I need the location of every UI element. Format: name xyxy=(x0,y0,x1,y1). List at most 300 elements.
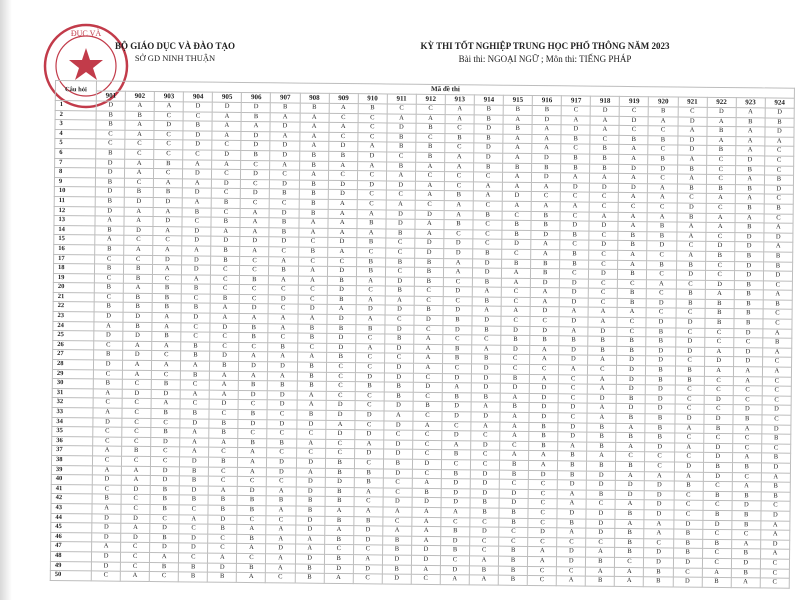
answer-cell: A xyxy=(618,222,647,232)
answer-cell: B xyxy=(559,336,588,346)
answer-cell: A xyxy=(357,228,386,238)
answer-cell: A xyxy=(268,371,297,381)
answer-cell: B xyxy=(95,197,124,207)
answer-cell: A xyxy=(328,199,357,209)
answer-cell: B xyxy=(560,250,589,260)
answer-cell: D xyxy=(472,316,501,326)
answer-cell: A xyxy=(705,290,734,300)
answer-cell: C xyxy=(528,537,557,547)
answer-cell: C xyxy=(181,322,210,332)
answer-cell: D xyxy=(703,472,732,482)
answer-cell: B xyxy=(357,219,386,229)
answer-cell: A xyxy=(618,260,647,270)
answer-cell: D xyxy=(153,197,182,207)
answer-cell: C xyxy=(94,293,123,303)
answer-cell: A xyxy=(443,268,472,278)
answer-cell: D xyxy=(617,385,646,395)
answer-cell: C xyxy=(617,317,646,327)
answer-cell: C xyxy=(560,240,589,250)
answer-cell: B xyxy=(295,573,324,583)
answer-cell: B xyxy=(325,468,354,478)
answer-cell: B xyxy=(299,161,328,171)
answer-cell: D xyxy=(385,325,414,335)
answer-cell: C xyxy=(732,472,761,482)
answer-cell: D xyxy=(179,534,208,544)
answer-cell: D xyxy=(150,476,179,486)
answer-cell: B xyxy=(123,274,152,284)
exam-code-header: 910 xyxy=(358,94,387,104)
answer-cell: D xyxy=(211,236,240,246)
question-number: 41 xyxy=(51,484,92,494)
answer-cell: A xyxy=(707,117,736,127)
answer-cell: B xyxy=(150,495,179,505)
answer-cell: C xyxy=(327,257,356,267)
answer-cell: B xyxy=(706,146,735,156)
answer-cell: A xyxy=(736,136,765,146)
answer-cell: D xyxy=(355,411,384,421)
answer-cell: A xyxy=(531,249,560,259)
answer-cell: A xyxy=(125,101,154,111)
answer-cell: A xyxy=(93,446,122,456)
answer-cell: B xyxy=(237,563,266,573)
answer-cell: B xyxy=(646,327,675,337)
answer-cell: A xyxy=(297,352,326,362)
answer-cell: C xyxy=(647,289,676,299)
answer-cell: B xyxy=(151,380,180,390)
answer-cell: C xyxy=(645,452,674,462)
answer-cell: B xyxy=(673,529,702,539)
answer-cell: B xyxy=(736,117,765,127)
answer-cell: C xyxy=(619,202,648,212)
answer-cell: D xyxy=(208,515,237,525)
answer-cell: C xyxy=(415,200,444,210)
answer-cell: D xyxy=(762,425,791,435)
answer-cell: A xyxy=(298,276,327,286)
answer-cell: B xyxy=(441,469,470,479)
answer-cell: C xyxy=(704,328,733,338)
answer-cell: C xyxy=(241,160,270,170)
answer-cell: B xyxy=(588,336,617,346)
answer-cell: B xyxy=(297,381,326,391)
answer-cell: C xyxy=(150,514,179,524)
answer-cell: A xyxy=(761,530,790,540)
answer-cell: A xyxy=(415,229,444,239)
answer-cell: C xyxy=(674,452,703,462)
answer-cell: C xyxy=(212,141,241,151)
answer-cell: A xyxy=(762,367,791,377)
answer-cell: B xyxy=(299,151,328,161)
answer-cell: D xyxy=(95,187,124,197)
answer-cell: A xyxy=(299,170,328,180)
answer-cell: A xyxy=(325,506,354,516)
answer-cell: D xyxy=(296,458,325,468)
answer-cell: A xyxy=(209,438,238,448)
answer-cell: D xyxy=(121,485,150,495)
answer-cell: B xyxy=(442,354,471,364)
answer-cell: C xyxy=(559,374,588,384)
answer-cell: D xyxy=(530,326,559,336)
answer-cell: C xyxy=(358,113,387,123)
answer-cell: D xyxy=(240,237,269,247)
answer-cell: B xyxy=(416,143,445,153)
answer-cell: A xyxy=(559,307,588,317)
answer-cell: D xyxy=(586,528,615,538)
answer-cell: D xyxy=(444,239,473,249)
answer-cell: A xyxy=(704,366,733,376)
answer-cell: A xyxy=(296,439,325,449)
answer-cell: B xyxy=(297,324,326,334)
answer-cell: B xyxy=(647,260,676,270)
answer-cell: C xyxy=(326,382,355,392)
answer-cell: C xyxy=(210,342,239,352)
answer-cell: C xyxy=(528,508,557,518)
answer-cell: B xyxy=(385,334,414,344)
answer-cell: B xyxy=(471,393,500,403)
question-number: 43 xyxy=(51,503,92,513)
answer-cell: A xyxy=(269,275,298,285)
answer-cell: A xyxy=(413,363,442,373)
answer-cell: C xyxy=(617,327,646,337)
answer-cell: D xyxy=(121,514,150,524)
answer-cell: A xyxy=(706,222,735,232)
answer-cell: D xyxy=(765,127,794,137)
answer-cell: D xyxy=(415,239,444,249)
answer-cell: B xyxy=(734,299,763,309)
answer-cell: B xyxy=(472,297,501,307)
answer-cell: C xyxy=(473,172,502,182)
answer-cell: C xyxy=(355,420,384,430)
answer-cell: C xyxy=(212,188,241,198)
answer-cell: D xyxy=(502,192,531,202)
answer-cell: C xyxy=(269,285,298,295)
answer-cell: C xyxy=(125,140,154,150)
answer-cell: D xyxy=(645,442,674,452)
question-number: 40 xyxy=(51,475,92,485)
answer-cell: A xyxy=(440,575,469,585)
answer-cell: A xyxy=(95,216,124,226)
answer-cell: C xyxy=(154,140,183,150)
answer-cell: B xyxy=(676,299,705,309)
answer-cell: C xyxy=(122,456,151,466)
question-number: 16 xyxy=(54,244,95,254)
exam-code-header: 909 xyxy=(329,93,358,103)
answer-cell: B xyxy=(560,259,589,269)
answer-cell: C xyxy=(183,150,212,160)
answer-cell: A xyxy=(125,120,154,130)
answer-cell: B xyxy=(387,133,416,143)
answer-cell: D xyxy=(385,277,414,287)
answer-cell: D xyxy=(702,520,731,530)
answer-cell: B xyxy=(733,415,762,425)
answer-cell: A xyxy=(444,162,473,172)
answer-cell: B xyxy=(529,432,558,442)
answer-cell: B xyxy=(125,111,154,121)
answer-cell: C xyxy=(121,495,150,505)
answer-cell: A xyxy=(270,160,299,170)
answer-cell: B xyxy=(151,428,180,438)
answer-cell: C xyxy=(589,288,618,298)
answer-cell: A xyxy=(238,457,267,467)
answer-cell: B xyxy=(124,188,153,198)
answer-cell: A xyxy=(298,228,327,238)
answer-cell: C xyxy=(354,459,383,469)
answer-cell: B xyxy=(472,354,501,364)
answer-cell: C xyxy=(528,489,557,499)
answer-cell: A xyxy=(327,228,356,238)
answer-cell: D xyxy=(560,278,589,288)
answer-cell: D xyxy=(383,497,412,507)
answer-cell: D xyxy=(471,364,500,374)
answer-cell: C xyxy=(760,568,789,578)
answer-cell: D xyxy=(326,401,355,411)
answer-cell: B xyxy=(673,548,702,558)
answer-cell: C xyxy=(298,285,327,295)
answer-cell: D xyxy=(386,181,415,191)
answer-cell: A xyxy=(268,314,297,324)
answer-cell: D xyxy=(94,312,123,322)
answer-cell: A xyxy=(125,159,154,169)
answer-cell: B xyxy=(181,342,210,352)
exam-code-header: 907 xyxy=(271,93,300,103)
answer-cell: A xyxy=(238,448,267,458)
answer-cell: B xyxy=(94,264,123,274)
answer-cell: B xyxy=(208,505,237,515)
answer-cell: D xyxy=(472,268,501,278)
answer-cell: A xyxy=(239,314,268,324)
answer-cell: D xyxy=(242,102,271,112)
answer-cell: D xyxy=(731,559,760,569)
answer-cell: A xyxy=(735,213,764,223)
answer-cell: D xyxy=(646,385,675,395)
answer-cell: A xyxy=(356,315,385,325)
answer-cell: B xyxy=(472,278,501,288)
answer-cell: D xyxy=(268,362,297,372)
answer-cell: D xyxy=(212,102,241,112)
answer-cell: A xyxy=(615,567,644,577)
answer-cell: A xyxy=(588,375,617,385)
answer-cell: B xyxy=(93,379,122,389)
answer-cell: A xyxy=(529,460,558,470)
answer-cell: D xyxy=(589,269,618,279)
answer-cell: C xyxy=(413,392,442,402)
answer-key-table xyxy=(50,80,795,588)
answer-cell: D xyxy=(677,145,706,155)
answer-cell: C xyxy=(211,265,240,275)
question-number: 44 xyxy=(51,513,92,523)
answer-cell: D xyxy=(209,400,238,410)
answer-cell: D xyxy=(761,463,790,473)
answer-cell: D xyxy=(678,117,707,127)
answer-cell: D xyxy=(296,487,325,497)
answer-cell: D xyxy=(471,441,500,451)
answer-cell: B xyxy=(151,409,180,419)
answer-cell: A xyxy=(300,113,329,123)
answer-cell: D xyxy=(327,286,356,296)
answer-cell: A xyxy=(556,576,585,586)
question-number: 13 xyxy=(54,216,95,226)
answer-cell: D xyxy=(644,510,673,520)
answer-cell: B xyxy=(470,498,499,508)
answer-cell: A xyxy=(181,361,210,371)
answer-cell: C xyxy=(325,439,354,449)
answer-cell: C xyxy=(266,515,295,525)
answer-cell: B xyxy=(761,453,790,463)
answer-cell: A xyxy=(270,132,299,142)
answer-cell: B xyxy=(96,149,125,159)
answer-cell: C xyxy=(416,104,445,114)
answer-cell: B xyxy=(325,458,354,468)
answer-cell: D xyxy=(471,412,500,422)
answer-cell: B xyxy=(297,333,326,343)
answer-cell: C xyxy=(764,165,793,175)
answer-cell: D xyxy=(96,101,125,111)
answer-cell: D xyxy=(92,533,121,543)
answer-cell: D xyxy=(123,331,152,341)
answer-cell: B xyxy=(414,306,443,316)
answer-cell: B xyxy=(764,175,793,185)
answer-cell: A xyxy=(617,308,646,318)
answer-cell: D xyxy=(676,270,705,280)
answer-cell: B xyxy=(385,286,414,296)
answer-cell: C xyxy=(154,150,183,160)
answer-cell: C xyxy=(297,343,326,353)
answer-cell: D xyxy=(325,430,354,440)
answer-cell: D xyxy=(532,153,561,163)
answer-cell: B xyxy=(732,520,761,530)
answer-cell: C xyxy=(267,410,296,420)
answer-cell: D xyxy=(470,527,499,537)
answer-cell: B xyxy=(416,152,445,162)
question-number: 8 xyxy=(54,168,95,178)
question-number: 31 xyxy=(52,388,93,398)
answer-cell: D xyxy=(267,467,296,477)
answer-cell: C xyxy=(732,434,761,444)
answer-cell: D xyxy=(384,421,413,431)
answer-cell: C xyxy=(470,537,499,547)
answer-cell: D xyxy=(353,526,382,536)
answer-cell: A xyxy=(415,191,444,201)
exam-title-block xyxy=(395,40,695,66)
answer-cell: D xyxy=(735,156,764,166)
answer-cell: A xyxy=(615,519,644,529)
answer-cell: B xyxy=(644,577,673,587)
answer-cell: A xyxy=(295,535,324,545)
answer-cell: D xyxy=(557,557,586,567)
answer-cell: A xyxy=(619,174,648,184)
answer-cell: A xyxy=(415,181,444,191)
answer-cell: A xyxy=(151,399,180,409)
answer-cell: D xyxy=(181,313,210,323)
answer-cell: C xyxy=(731,530,760,540)
answer-cell: C xyxy=(502,249,531,259)
answer-cell: A xyxy=(587,451,616,461)
answer-cell: C xyxy=(676,241,705,251)
answer-cell: A xyxy=(586,547,615,557)
answer-cell: D xyxy=(92,475,121,485)
answer-cell: D xyxy=(180,418,209,428)
answer-cell: B xyxy=(300,103,329,113)
answer-cell: C xyxy=(471,431,500,441)
answer-cell: B xyxy=(615,529,644,539)
answer-cell: C xyxy=(152,351,181,361)
answer-cell: B xyxy=(211,198,240,208)
answer-cell: D xyxy=(558,422,587,432)
answer-cell: C xyxy=(473,230,502,240)
answer-cell: A xyxy=(240,208,269,218)
answer-cell: D xyxy=(557,480,586,490)
answer-cell: D xyxy=(703,453,732,463)
question-number: 9 xyxy=(54,177,95,187)
answer-cell: A xyxy=(210,371,239,381)
answer-cell: B xyxy=(297,372,326,382)
answer-cell: A xyxy=(588,308,617,318)
answer-cell: C xyxy=(270,170,299,180)
answer-cell: B xyxy=(500,374,529,384)
answer-cell: A xyxy=(152,313,181,323)
answer-cell: D xyxy=(153,217,182,227)
answer-cell: D xyxy=(529,412,558,422)
exam-code-header: 903 xyxy=(154,92,183,102)
answer-cell: B xyxy=(762,434,791,444)
answer-cell: B xyxy=(587,442,616,452)
answer-cell: D xyxy=(764,233,793,243)
answer-cell: D xyxy=(677,136,706,146)
answer-cell: C xyxy=(122,437,151,447)
answer-cell: D xyxy=(704,395,733,405)
answer-cell: D xyxy=(295,554,324,564)
answer-cell: A xyxy=(384,411,413,421)
answer-cell: C xyxy=(648,145,677,155)
answer-cell: D xyxy=(735,232,764,242)
answer-cell: C xyxy=(473,201,502,211)
answer-cell: C xyxy=(762,357,791,367)
answer-cell: A xyxy=(412,526,441,536)
answer-cell: C xyxy=(209,409,238,419)
answer-cell: C xyxy=(237,515,266,525)
answer-cell: B xyxy=(413,402,442,412)
answer-cell: A xyxy=(589,212,618,222)
answer-cell: C xyxy=(385,267,414,277)
answer-cell: D xyxy=(238,486,267,496)
answer-cell: A xyxy=(92,542,121,552)
answer-cell: A xyxy=(182,275,211,285)
answer-cell: A xyxy=(298,266,327,276)
answer-cell: B xyxy=(208,495,237,505)
answer-cell: C xyxy=(588,298,617,308)
answer-cell: D xyxy=(411,555,440,565)
answer-cell: C xyxy=(270,199,299,209)
answer-cell: D xyxy=(648,164,677,174)
answer-cell: B xyxy=(299,209,328,219)
answer-cell: C xyxy=(326,362,355,372)
answer-cell: B xyxy=(152,293,181,303)
answer-cell: D xyxy=(383,449,412,459)
answer-cell: D xyxy=(295,516,324,526)
answer-cell: C xyxy=(412,469,441,479)
answer-cell: B xyxy=(731,549,760,559)
answer-cell: D xyxy=(557,547,586,557)
answer-cell: B xyxy=(443,316,472,326)
answer-cell: A xyxy=(357,142,386,152)
answer-cell: D xyxy=(241,131,270,141)
answer-cell: A xyxy=(445,153,474,163)
answer-cell: A xyxy=(328,209,357,219)
answer-cell: B xyxy=(735,184,764,194)
answer-cell: C xyxy=(619,126,648,136)
answer-cell: B xyxy=(354,516,383,526)
answer-cell: C xyxy=(122,418,151,428)
answer-cell: A xyxy=(295,544,324,554)
